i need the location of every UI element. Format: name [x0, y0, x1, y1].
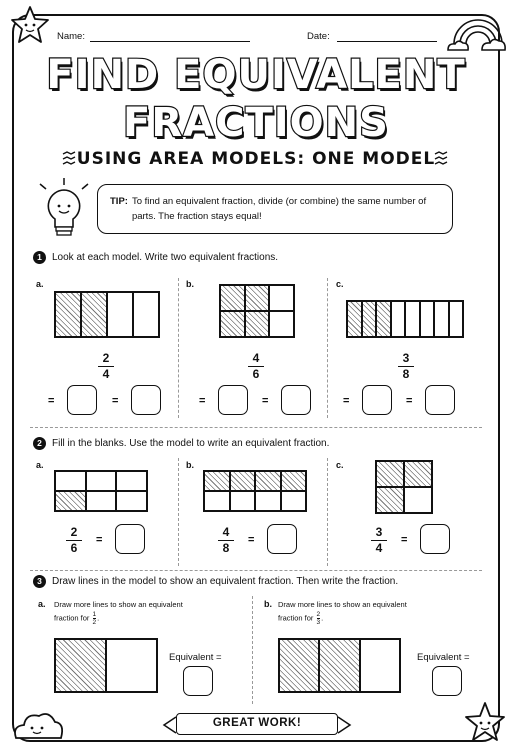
item-1a-letter: a. [36, 279, 44, 289]
answer-box-1c-1[interactable] [362, 385, 392, 415]
equals-sign: = [48, 395, 55, 407]
mini-fraction-3a: $\frac{1}{2}$ [92, 611, 97, 626]
fraction-2a: 2 6 [64, 526, 84, 555]
section-1-instruction: Look at each model. Write two equivalent fractions. [52, 252, 279, 263]
equals-sign: = [343, 395, 350, 407]
answer-box-2c[interactable] [420, 524, 450, 554]
area-model-1c [346, 300, 464, 338]
equals-sign: = [406, 395, 413, 407]
item-3b-letter: b. [264, 599, 272, 609]
star-decoration-icon [462, 700, 508, 746]
equals-sign: = [401, 534, 408, 546]
fraction-2b: 4 8 [216, 526, 236, 555]
item-3a-letter: a. [38, 599, 46, 609]
equals-sign: = [96, 534, 103, 546]
section-divider [30, 427, 482, 428]
answer-box-3a[interactable] [183, 666, 213, 696]
item-2b-letter: b. [186, 460, 194, 470]
star-decoration-icon [8, 4, 52, 46]
fraction-1a: 2 4 [96, 352, 116, 381]
divider [178, 278, 179, 418]
date-field[interactable] [337, 41, 437, 42]
answer-box-1a-1[interactable] [67, 385, 97, 415]
answer-box-1b-1[interactable] [218, 385, 248, 415]
item-2c-letter: c. [336, 460, 344, 470]
equals-sign: = [262, 395, 269, 407]
section-3-header [33, 575, 398, 588]
tip-text: To find an equivalent fraction, divide (or combine) the same number of parts. The fraction stays equal! [131, 196, 427, 222]
item-2a-letter: a. [36, 460, 44, 470]
zigzag-right-icon [434, 150, 450, 166]
area-model-1b [219, 284, 295, 338]
divider [178, 458, 179, 566]
section-divider [30, 570, 482, 571]
item-3b-text: Draw more lines to show an equivalent fraction for $\frac{2}{3}$. [278, 600, 407, 626]
area-model-1a [54, 291, 160, 338]
fraction-1b: 4 6 [246, 352, 266, 381]
section-3-instruction: Draw lines in the model to show an equivalent fraction. Then write the fraction. [52, 576, 399, 587]
divider [327, 278, 328, 418]
equals-sign: = [112, 395, 119, 407]
area-model-3a[interactable] [54, 638, 158, 693]
area-model-2c [375, 460, 433, 514]
area-model-3b[interactable] [278, 638, 401, 693]
equals-sign: = [199, 395, 206, 407]
great-work-banner: GREAT WORK! [176, 713, 338, 735]
section-2-instruction: Fill in the blanks. Use the model to write an equivalent fraction. [52, 438, 330, 449]
page-title-line-1: FIND EQUIVALENT [46, 52, 466, 98]
answer-box-2b[interactable] [267, 524, 297, 554]
divider [327, 458, 328, 566]
item-1b-letter: b. [186, 279, 194, 289]
tip-label: TIP: [110, 196, 128, 207]
answer-box-1a-2[interactable] [131, 385, 161, 415]
date-label: Date: [307, 31, 330, 42]
fraction-2c: 3 4 [369, 526, 389, 555]
equals-sign: = [248, 534, 255, 546]
name-label: Name: [57, 31, 85, 42]
tip-box [97, 184, 453, 234]
section-2-header [33, 437, 329, 450]
item-3a-text: Draw more lines to show an equivalent fraction for $\frac{1}{2}$. [54, 600, 183, 626]
answer-box-1c-2[interactable] [425, 385, 455, 415]
rainbow-cloud-icon [446, 6, 508, 56]
equivalent-label-3a: Equivalent = [169, 652, 222, 663]
page-title-line-2: FRACTIONS [123, 100, 389, 146]
equivalent-label-3b: Equivalent = [417, 652, 470, 663]
area-model-2a [54, 470, 148, 512]
fraction-1c: 3 8 [396, 352, 416, 381]
lightbulb-icon [36, 176, 92, 244]
area-model-2b [203, 470, 307, 512]
section-3-number: 3 [33, 575, 46, 588]
answer-box-1b-2[interactable] [281, 385, 311, 415]
item-1c-letter: c. [336, 279, 344, 289]
answer-box-3b[interactable] [432, 666, 462, 696]
name-field[interactable] [90, 41, 250, 42]
mini-fraction-3b: $\frac{2}{3}$ [316, 611, 321, 626]
section-1-number: 1 [33, 251, 46, 264]
answer-box-2a[interactable] [115, 524, 145, 554]
subtitle: USING AREA MODELS: ONE MODEL [76, 149, 436, 169]
section-2-number: 2 [33, 437, 46, 450]
divider [252, 596, 253, 704]
section-1-header [33, 251, 278, 264]
cloud-decoration-icon [10, 700, 66, 746]
